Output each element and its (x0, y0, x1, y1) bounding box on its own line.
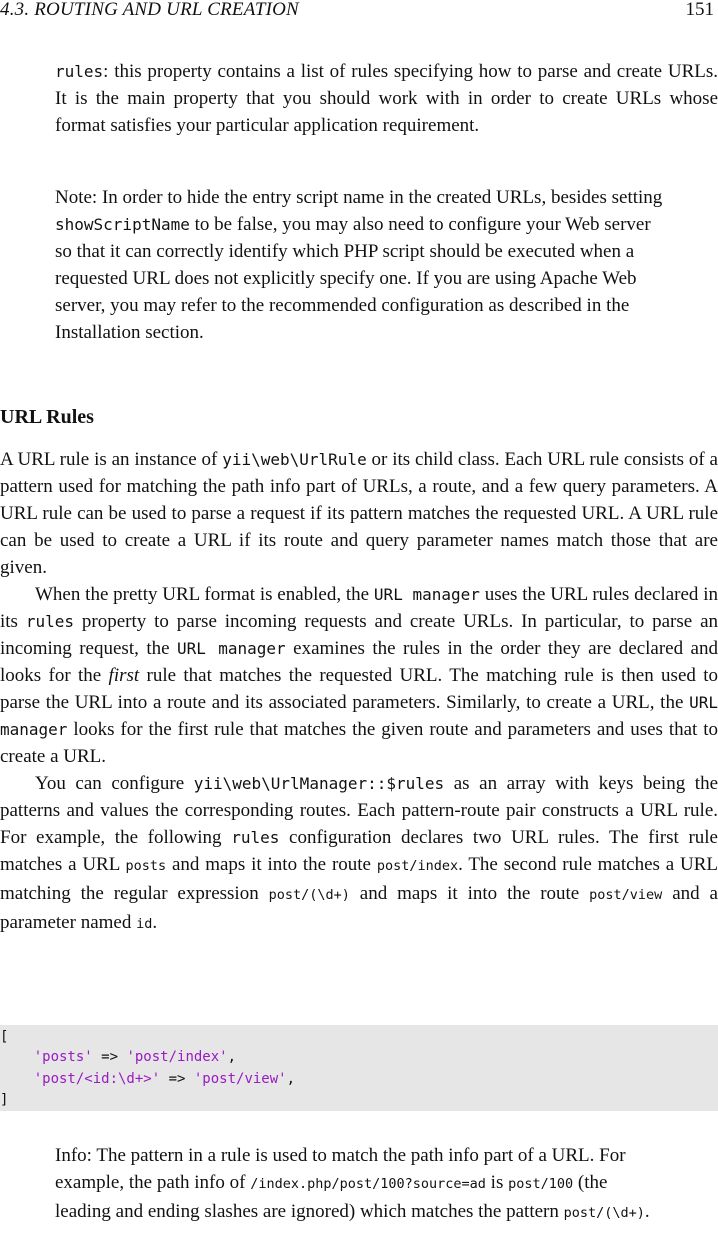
note-code-showscriptname: showScriptName (55, 215, 190, 234)
info-callout: Info: The pattern in a rule is used to match the path info part of a URL. For example, the path info of /index.php/post/100?source=ad is post/100 (the leading and ending slashes are ignored) which matches the pattern post/(\d+). (55, 1145, 650, 1222)
code-string: 'post/view' (193, 1071, 287, 1087)
paragraph-3: You can configure yii\web\UrlManager::$rules as an array with keys being the patterns and values the corresponding routes. Each pattern-route pair constructs a URL rule. For example, the following rules configuration declares two URL rules. The first rule matches a URL posts and maps it into the route post/index. The second rule matches a URL matching the regular expression post/(\d+) and maps it into the route post/view and a parameter named id. (0, 773, 718, 933)
running-header (0, 0, 718, 20)
rules-description: : this property contains a list of rules specifying how to parse and create URLs. It is the main property that you should work with in order to create URLs whose format satisfies your particular application requirement. (55, 61, 718, 136)
rules-link[interactable]: rules (231, 828, 280, 847)
urlmanager-rules-link[interactable]: yii\web\UrlManager::$rules (193, 774, 445, 793)
inline-code: posts (125, 858, 167, 874)
url-manager-link[interactable]: URL manager (373, 585, 480, 604)
inline-code: /index.php/post/100?source=ad (250, 1176, 486, 1192)
inline-code: post/view (589, 887, 663, 903)
code-line-open: [ (0, 1029, 9, 1045)
code-block (0, 1025, 718, 1111)
url-manager-link[interactable]: URL manager (0, 693, 718, 739)
inline-code: post/(\d+) (268, 887, 350, 903)
code-urlrule: yii\web\UrlRule (222, 450, 367, 469)
inline-code: post/100 (508, 1176, 574, 1192)
paragraph-2: When the pretty URL format is enabled, the URL manager uses the URL rules declared in its rules property to parse incoming requests and create URLs. In particular, to parse an incoming request, the URL manager examines the rules in the order they are declared and looks for the first rule that matches the requested URL. The matching rule is then used to parse the URL into a route and its associated parameters. Similarly, to create a URL, the URL manager looks for the first rule that matches the given route and parameters and uses that to create a URL. (0, 584, 718, 767)
emphasis-first: first (108, 665, 140, 686)
code-string: 'post/<id:\d+>' (33, 1071, 161, 1087)
rules-property-item (55, 58, 718, 139)
inline-code: id (136, 916, 153, 932)
code-line-2: 'post/<id:\d+>' => 'post/view', (33, 1071, 296, 1087)
note-text-1: Note: In order to hide the entry script name in the created URLs, besides setting (55, 187, 663, 208)
inline-code: post/(\d+) (563, 1205, 645, 1221)
rules-link[interactable]: rules (25, 612, 75, 631)
page-number: 151 (685, 0, 714, 20)
body-text (0, 446, 718, 938)
code-string: 'post/index' (126, 1049, 228, 1065)
code-line-close: ] (0, 1092, 9, 1108)
url-manager-link[interactable]: URL manager (177, 639, 286, 658)
note-text-2: to be false, you may also need to configure your Web server so that it can correctly identify which PHP script should be executed when a requested URL does not explicitly specify one. If you are using Apache Web server, you may refer to the recommended configuration as described in the Installation section. (55, 214, 651, 343)
note-callout (55, 184, 663, 346)
code-line-1: 'posts' => 'post/index', (33, 1049, 237, 1065)
paragraph-1: A URL rule is an instance of yii\web\UrlRule or its child class. Each URL rule consists of a pattern used for matching the path info part of URLs, a route, and a few query parameters. A URL rule can be used to parse a request if its pattern matches the requested URL. A URL rule can be used to create a URL if its route and query parameter names match those that are given. (0, 449, 718, 578)
section-heading: URL Rules (0, 406, 94, 428)
inline-code: post/index (376, 858, 459, 874)
rules-term: rules (55, 62, 104, 81)
running-header-section: 4.3. ROUTING AND URL CREATION (0, 0, 299, 20)
code-string: 'posts' (33, 1049, 93, 1065)
